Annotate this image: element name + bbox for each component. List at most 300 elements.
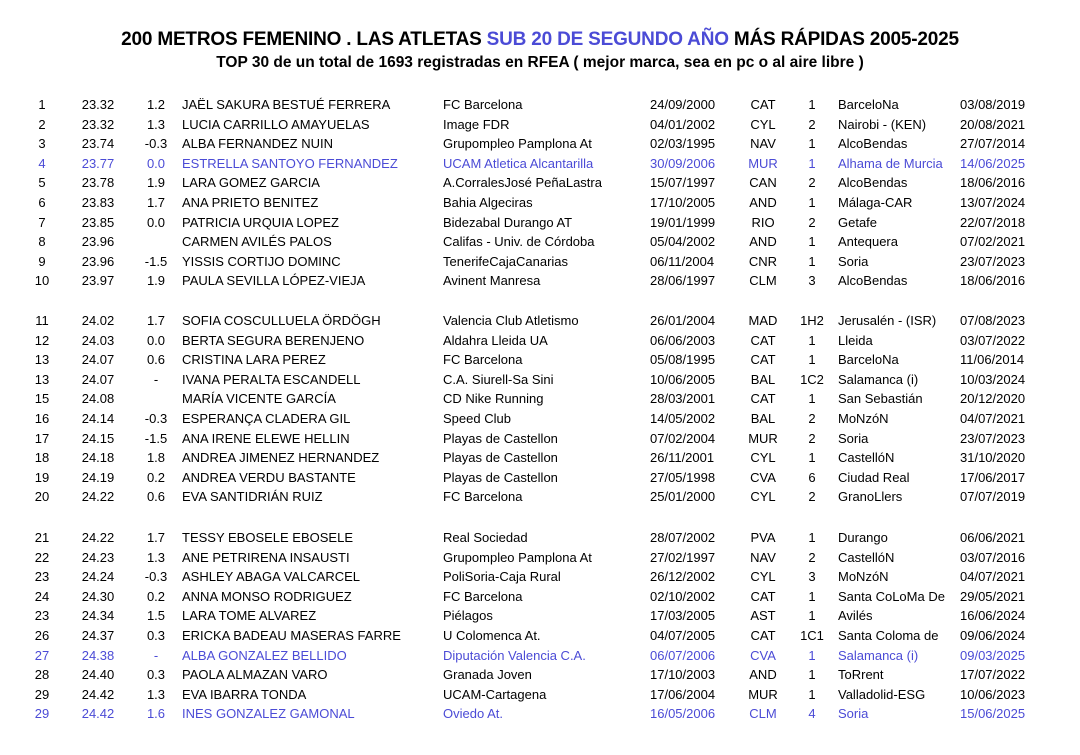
cell-venue: ToRrent bbox=[838, 667, 884, 683]
cell-club: FC Barcelona bbox=[443, 97, 523, 113]
cell-name: CRISTINA LARA PEREZ bbox=[182, 352, 326, 368]
table-row bbox=[0, 311, 1080, 331]
cell-name: ANA PRIETO BENITEZ bbox=[182, 194, 319, 210]
cell-date: 18/06/2016 bbox=[960, 175, 1026, 191]
cell-pos: 29 bbox=[34, 686, 50, 702]
table-row bbox=[0, 409, 1080, 429]
title-prefix: 200 METROS FEMENINO . LAS ATLETAS bbox=[121, 29, 487, 50]
cell-dob: 06/06/2003 bbox=[650, 332, 716, 348]
cell-venue: Santa Coloma de bbox=[838, 628, 939, 643]
cell-club: Aldahra Lleida UA bbox=[443, 332, 548, 348]
cell-mark: 24.22 bbox=[81, 530, 115, 546]
cell-mark: 23.78 bbox=[81, 175, 115, 191]
cell-dob: 24/09/2000 bbox=[650, 97, 716, 113]
cell-mark: 23.32 bbox=[81, 97, 115, 113]
table-row bbox=[0, 448, 1080, 468]
cell-pos: 20 bbox=[34, 489, 50, 505]
cell-name: ASHLEY ABAGA VALCARCEL bbox=[182, 569, 360, 585]
cell-date: 07/08/2023 bbox=[960, 313, 1026, 329]
cell-region: CLM bbox=[749, 706, 777, 722]
cell-dob: 04/01/2002 bbox=[650, 116, 716, 132]
cell-name: LUCIA CARRILLO AMAYUELAS bbox=[182, 116, 370, 132]
cell-wind: 0.2 bbox=[146, 588, 166, 604]
cell-wind: 1.3 bbox=[146, 116, 166, 132]
table-row bbox=[0, 331, 1080, 351]
cell-club: Piélagos bbox=[443, 608, 493, 624]
table-row bbox=[0, 528, 1080, 548]
cell-place: 1 bbox=[808, 450, 816, 466]
table-row bbox=[0, 646, 1080, 666]
cell-venue: Nairobi - (KEN) bbox=[838, 116, 927, 132]
table-row bbox=[0, 134, 1080, 154]
cell-region: CAT bbox=[750, 352, 776, 368]
cell-pos: 29 bbox=[34, 706, 50, 722]
cell-mark: 23.85 bbox=[81, 214, 115, 230]
cell-venue: Avilés bbox=[838, 608, 873, 624]
table-row bbox=[0, 271, 1080, 291]
cell-place: 6 bbox=[808, 469, 816, 485]
cell-dob: 07/02/2004 bbox=[650, 430, 716, 446]
cell-club: Valencia Club Atletismo bbox=[443, 313, 579, 329]
cell-pos: 23 bbox=[34, 569, 50, 585]
cell-mark: 23.96 bbox=[81, 253, 115, 269]
cell-venue: CastellóN bbox=[838, 450, 895, 466]
cell-place: 1 bbox=[808, 234, 816, 249]
cell-name: TESSY EBOSELE EBOSELE bbox=[182, 530, 354, 546]
cell-name: MARÍA VICENTE GARCÍA bbox=[182, 391, 336, 407]
cell-mark: 24.37 bbox=[81, 628, 115, 643]
cell-club: Playas de Castellon bbox=[443, 469, 558, 485]
cell-venue: Santa CoLoMa De bbox=[838, 588, 945, 604]
cell-name: ANE PETRIRENA INSAUSTI bbox=[182, 549, 350, 565]
cell-date: 07/02/2021 bbox=[960, 234, 1026, 249]
cell-venue: Ciudad Real bbox=[838, 469, 910, 485]
cell-region: AST bbox=[750, 608, 776, 624]
cell-wind: 0.6 bbox=[146, 352, 166, 368]
cell-wind: 1.9 bbox=[146, 175, 166, 191]
cell-wind: 1.7 bbox=[146, 530, 166, 546]
cell-region: CAN bbox=[749, 175, 777, 191]
cell-pos: 12 bbox=[34, 332, 50, 348]
cell-club: Grupompleo Pamplona At bbox=[443, 549, 592, 565]
cell-venue: Lleida bbox=[838, 332, 873, 348]
cell-dob: 28/06/1997 bbox=[650, 273, 716, 289]
cell-pos: 10 bbox=[34, 273, 50, 289]
table-row bbox=[0, 665, 1080, 685]
cell-mark: 23.77 bbox=[81, 155, 115, 171]
cell-place: 2 bbox=[808, 489, 816, 505]
cell-venue: Málaga-CAR bbox=[838, 194, 913, 210]
cell-name: ALBA FERNANDEZ NUIN bbox=[182, 136, 333, 152]
cell-region: CVA bbox=[750, 647, 776, 663]
cell-club: Granada Joven bbox=[443, 667, 532, 683]
cell-venue: GranoLlers bbox=[838, 489, 903, 505]
cell-pos: 15 bbox=[34, 391, 50, 407]
cell-place: 2 bbox=[808, 549, 816, 565]
cell-venue: Soria bbox=[838, 253, 869, 269]
cell-region: MUR bbox=[748, 430, 778, 446]
cell-pos: 23 bbox=[34, 608, 50, 624]
cell-club: UCAM Atletica Alcantarilla bbox=[443, 155, 594, 171]
cell-region: AND bbox=[749, 194, 777, 210]
cell-name: ANDREA VERDU BASTANTE bbox=[182, 469, 356, 485]
cell-place: 1 bbox=[808, 608, 816, 624]
cell-club: A.CorralesJosé PeñaLastra bbox=[443, 175, 602, 191]
cell-region: CLM bbox=[749, 273, 777, 289]
cell-name: EVA IBARRA TONDA bbox=[182, 686, 307, 702]
cell-pos: 8 bbox=[38, 234, 46, 249]
cell-dob: 17/03/2005 bbox=[650, 608, 716, 624]
cell-region: CAT bbox=[750, 628, 776, 643]
cell-venue: MoNzóN bbox=[838, 569, 889, 585]
cell-place: 1 bbox=[808, 194, 816, 210]
table-row bbox=[0, 626, 1080, 646]
cell-place: 1 bbox=[808, 253, 816, 269]
cell-name: PATRICIA URQUIA LOPEZ bbox=[182, 214, 339, 230]
cell-region: BAL bbox=[750, 410, 776, 426]
cell-club: U Colomenca At. bbox=[443, 628, 541, 643]
cell-date: 03/07/2022 bbox=[960, 332, 1026, 348]
cell-wind: 0.0 bbox=[146, 214, 166, 230]
cell-venue: BarceloNa bbox=[838, 97, 899, 113]
cell-venue: Alhama de Murcia bbox=[838, 155, 943, 171]
cell-wind: 1.8 bbox=[146, 450, 166, 466]
cell-name: CARMEN AVILÉS PALOS bbox=[182, 234, 332, 249]
cell-region: CAT bbox=[750, 391, 776, 407]
cell-mark: 24.02 bbox=[81, 313, 115, 329]
cell-region: MUR bbox=[748, 155, 778, 171]
cell-club: FC Barcelona bbox=[443, 352, 523, 368]
cell-club: Image FDR bbox=[443, 116, 510, 132]
cell-wind: 0.2 bbox=[146, 469, 166, 485]
cell-venue: Antequera bbox=[838, 234, 898, 249]
title-suffix: MÁS RÁPIDAS 2005-2025 bbox=[728, 29, 959, 50]
cell-venue: AlcoBendas bbox=[838, 273, 908, 289]
cell-date: 29/05/2021 bbox=[960, 588, 1026, 604]
table-row bbox=[0, 468, 1080, 488]
cell-wind: 0.3 bbox=[146, 628, 166, 643]
table-row bbox=[0, 232, 1080, 252]
cell-pos: 4 bbox=[38, 155, 46, 171]
table-row bbox=[0, 429, 1080, 449]
cell-dob: 02/03/1995 bbox=[650, 136, 716, 152]
cell-date: 03/08/2019 bbox=[960, 97, 1026, 113]
cell-mark: 23.83 bbox=[81, 194, 115, 210]
table-row bbox=[0, 173, 1080, 193]
cell-club: CD Nike Running bbox=[443, 391, 544, 407]
cell-place: 1C1 bbox=[800, 628, 824, 643]
cell-date: 15/06/2025 bbox=[960, 706, 1026, 722]
cell-name: BERTA SEGURA BERENJENO bbox=[182, 332, 365, 348]
cell-dob: 30/09/2006 bbox=[650, 155, 716, 171]
cell-dob: 05/04/2002 bbox=[650, 234, 716, 249]
cell-name: LARA TOME ALVAREZ bbox=[182, 608, 317, 624]
cell-club: FC Barcelona bbox=[443, 489, 523, 505]
cell-pos: 13 bbox=[34, 352, 50, 368]
cell-region: CNR bbox=[748, 253, 778, 269]
cell-dob: 17/06/2004 bbox=[650, 686, 716, 702]
table-row bbox=[0, 252, 1080, 272]
cell-club: Avinent Manresa bbox=[443, 273, 541, 289]
cell-pos: 28 bbox=[34, 667, 50, 683]
cell-mark: 24.24 bbox=[81, 569, 115, 585]
table-row bbox=[0, 193, 1080, 213]
cell-venue: MoNzóN bbox=[838, 410, 889, 426]
cell-date: 10/03/2024 bbox=[960, 371, 1026, 387]
cell-dob: 27/05/1998 bbox=[650, 469, 716, 485]
cell-mark: 24.30 bbox=[81, 588, 115, 604]
cell-pos: 7 bbox=[38, 214, 46, 230]
cell-dob: 04/07/2005 bbox=[650, 628, 716, 643]
cell-place: 3 bbox=[808, 273, 816, 289]
cell-name: ESPERANÇA CLADERA GIL bbox=[182, 410, 351, 426]
table-row bbox=[0, 487, 1080, 507]
cell-wind: 1.7 bbox=[146, 313, 166, 329]
cell-region: CYL bbox=[750, 450, 776, 466]
cell-region: CYL bbox=[750, 116, 776, 132]
cell-club: Califas - Univ. de Córdoba bbox=[443, 234, 595, 249]
cell-dob: 15/07/1997 bbox=[650, 175, 716, 191]
cell-pos: 27 bbox=[34, 647, 50, 663]
table-row bbox=[0, 704, 1080, 724]
cell-place: 2 bbox=[808, 430, 816, 446]
cell-pos: 3 bbox=[38, 136, 46, 152]
cell-dob: 16/05/2006 bbox=[650, 706, 716, 722]
cell-place: 4 bbox=[808, 706, 816, 722]
cell-wind: -1.5 bbox=[144, 253, 168, 269]
cell-dob: 27/02/1997 bbox=[650, 549, 716, 565]
cell-date: 27/07/2014 bbox=[960, 136, 1026, 152]
cell-date: 22/07/2018 bbox=[960, 214, 1026, 230]
cell-mark: 23.96 bbox=[81, 234, 115, 249]
cell-pos: 24 bbox=[34, 588, 50, 604]
cell-date: 04/07/2021 bbox=[960, 410, 1026, 426]
cell-club: Oviedo At. bbox=[443, 706, 503, 722]
cell-club: TenerifeCajaCanarias bbox=[443, 253, 569, 269]
cell-venue: Valladolid-ESG bbox=[838, 686, 926, 702]
cell-wind: 1.9 bbox=[146, 273, 166, 289]
page-subtitle: TOP 30 de un total de 1693 registradas en RFEA ( mejor marca, sea en pc o al aire libre ) bbox=[216, 54, 864, 71]
cell-pos: 11 bbox=[35, 313, 49, 329]
cell-dob: 26/12/2002 bbox=[650, 569, 716, 585]
cell-name: JAËL SAKURA BESTUÉ FERRERA bbox=[182, 97, 391, 113]
cell-mark: 24.14 bbox=[81, 410, 115, 426]
cell-club: Bidezabal Durango AT bbox=[443, 214, 573, 230]
table-row bbox=[0, 370, 1080, 390]
cell-pos: 18 bbox=[34, 450, 50, 466]
cell-club: Grupompleo Pamplona At bbox=[443, 136, 592, 152]
table-row bbox=[0, 567, 1080, 587]
cell-club: Real Sociedad bbox=[443, 530, 528, 546]
cell-dob: 02/10/2002 bbox=[650, 588, 716, 604]
cell-name: ERICKA BADEAU MASERAS FARRE bbox=[182, 628, 401, 643]
title-accent: SUB 20 DE SEGUNDO AÑO bbox=[486, 29, 729, 50]
cell-place: 1 bbox=[808, 588, 816, 604]
cell-date: 03/07/2016 bbox=[960, 549, 1026, 565]
cell-name: ANNA MONSO RODRIGUEZ bbox=[182, 588, 352, 604]
cell-name: INES GONZALEZ GAMONAL bbox=[182, 706, 355, 722]
cell-place: 1 bbox=[808, 686, 816, 702]
table-row bbox=[0, 587, 1080, 607]
table-row bbox=[0, 685, 1080, 705]
cell-place: 3 bbox=[808, 569, 816, 585]
table-row bbox=[0, 350, 1080, 370]
cell-pos: 26 bbox=[34, 628, 50, 643]
cell-place: 1 bbox=[808, 391, 816, 407]
cell-date: 20/12/2020 bbox=[960, 391, 1026, 407]
cell-date: 09/03/2025 bbox=[960, 647, 1026, 663]
cell-pos: 1 bbox=[38, 97, 46, 113]
table-row bbox=[0, 95, 1080, 115]
cell-wind: 0.0 bbox=[146, 332, 166, 348]
cell-dob: 06/07/2006 bbox=[650, 647, 716, 663]
cell-mark: 24.40 bbox=[81, 667, 115, 683]
cell-mark: 23.97 bbox=[81, 273, 115, 289]
cell-pos: 5 bbox=[38, 175, 46, 191]
cell-pos: 19 bbox=[34, 469, 50, 485]
cell-club: Playas de Castellon bbox=[443, 450, 558, 466]
table-row bbox=[0, 389, 1080, 409]
cell-mark: 24.42 bbox=[81, 706, 115, 722]
cell-wind: -0.3 bbox=[144, 136, 168, 152]
cell-region: MUR bbox=[748, 686, 778, 702]
cell-wind: 1.3 bbox=[146, 549, 166, 565]
cell-venue: Getafe bbox=[838, 214, 878, 230]
cell-region: CAT bbox=[750, 588, 776, 604]
cell-venue: Salamanca (i) bbox=[838, 371, 919, 387]
cell-place: 1H2 bbox=[800, 313, 824, 329]
cell-place: 1 bbox=[808, 530, 816, 546]
cell-date: 04/07/2021 bbox=[960, 569, 1026, 585]
cell-name: IVANA PERALTA ESCANDELL bbox=[182, 371, 361, 387]
cell-wind: -0.3 bbox=[144, 410, 168, 426]
cell-mark: 24.18 bbox=[81, 450, 115, 466]
cell-place: 1 bbox=[808, 667, 816, 683]
cell-mark: 24.34 bbox=[81, 608, 115, 624]
cell-venue: BarceloNa bbox=[838, 352, 899, 368]
cell-dob: 10/06/2005 bbox=[650, 371, 716, 387]
cell-place: 1 bbox=[808, 332, 816, 348]
cell-region: CVA bbox=[750, 469, 776, 485]
cell-wind: -1.5 bbox=[144, 430, 168, 446]
cell-date: 14/06/2025 bbox=[960, 155, 1026, 171]
cell-wind: 0.3 bbox=[146, 667, 166, 683]
cell-mark: 24.22 bbox=[81, 489, 115, 505]
cell-mark: 24.23 bbox=[81, 549, 115, 565]
cell-venue: Durango bbox=[838, 530, 888, 546]
cell-region: PVA bbox=[750, 530, 776, 546]
cell-region: CAT bbox=[750, 332, 776, 348]
cell-date: 10/06/2023 bbox=[960, 686, 1026, 702]
cell-region: AND bbox=[749, 234, 777, 249]
cell-name: ANA IRENE ELEWE HELLIN bbox=[182, 430, 350, 446]
cell-date: 23/07/2023 bbox=[960, 430, 1026, 446]
cell-wind: - bbox=[153, 371, 159, 387]
table-row bbox=[0, 115, 1080, 135]
cell-wind: 0.0 bbox=[146, 155, 166, 171]
cell-date: 09/06/2024 bbox=[960, 628, 1026, 643]
cell-date: 23/07/2023 bbox=[960, 253, 1026, 269]
cell-club: Diputación Valencia C.A. bbox=[443, 647, 586, 663]
table-row bbox=[0, 213, 1080, 233]
cell-mark: 24.07 bbox=[81, 371, 115, 387]
cell-wind: 0.6 bbox=[146, 489, 166, 505]
cell-dob: 26/11/2001 bbox=[650, 450, 715, 466]
cell-date: 07/07/2019 bbox=[960, 489, 1026, 505]
cell-wind: 1.5 bbox=[146, 608, 166, 624]
cell-wind: 1.6 bbox=[146, 706, 166, 722]
cell-dob: 06/11/2004 bbox=[650, 253, 715, 269]
cell-mark: 23.32 bbox=[81, 116, 115, 132]
cell-place: 1 bbox=[808, 647, 816, 663]
cell-wind: 1.3 bbox=[146, 686, 166, 702]
cell-place: 1 bbox=[808, 97, 816, 113]
cell-region: CYL bbox=[750, 489, 776, 505]
cell-wind: -0.3 bbox=[144, 569, 168, 585]
cell-venue: Soria bbox=[838, 430, 869, 446]
cell-name: LARA GOMEZ GARCIA bbox=[182, 175, 320, 191]
cell-region: RIO bbox=[751, 214, 775, 230]
cell-club: Speed Club bbox=[443, 410, 511, 426]
cell-venue: San Sebastián bbox=[838, 391, 923, 407]
table-row bbox=[0, 606, 1080, 626]
cell-dob: 28/07/2002 bbox=[650, 530, 716, 546]
cell-venue: AlcoBendas bbox=[838, 175, 908, 191]
cell-region: CAT bbox=[750, 97, 776, 113]
cell-date: 20/08/2021 bbox=[960, 116, 1026, 132]
cell-club: Bahia Algeciras bbox=[443, 194, 533, 210]
cell-pos: 22 bbox=[34, 549, 50, 565]
cell-venue: Salamanca (i) bbox=[838, 647, 919, 663]
cell-date: 06/06/2021 bbox=[960, 530, 1026, 546]
cell-name: ESTRELLA SANTOYO FERNANDEZ bbox=[182, 155, 398, 171]
cell-region: NAV bbox=[750, 136, 776, 152]
cell-region: NAV bbox=[750, 549, 776, 565]
cell-pos: 6 bbox=[38, 194, 46, 210]
cell-dob: 19/01/1999 bbox=[650, 214, 716, 230]
cell-mark: 24.15 bbox=[81, 430, 115, 446]
cell-pos: 2 bbox=[38, 116, 46, 132]
cell-mark: 24.19 bbox=[81, 469, 115, 485]
cell-dob: 26/01/2004 bbox=[650, 313, 716, 329]
cell-venue: AlcoBendas bbox=[838, 136, 908, 152]
cell-wind: 1.2 bbox=[146, 97, 166, 113]
cell-place: 2 bbox=[808, 214, 816, 230]
cell-venue: Soria bbox=[838, 706, 869, 722]
cell-pos: 21 bbox=[34, 530, 50, 546]
cell-wind: - bbox=[153, 647, 159, 663]
cell-date: 31/10/2020 bbox=[960, 450, 1026, 466]
cell-name: ALBA GONZALEZ BELLIDO bbox=[182, 647, 347, 663]
cell-pos: 17 bbox=[34, 430, 50, 446]
cell-place: 2 bbox=[808, 410, 816, 426]
cell-venue: Jerusalén - (ISR) bbox=[838, 313, 937, 329]
cell-region: BAL bbox=[750, 371, 776, 387]
cell-mark: 24.03 bbox=[81, 332, 115, 348]
cell-place: 1 bbox=[808, 155, 816, 171]
cell-date: 18/06/2016 bbox=[960, 273, 1026, 289]
cell-name: EVA SANTIDRIÁN RUIZ bbox=[182, 489, 323, 505]
cell-dob: 17/10/2003 bbox=[650, 667, 716, 683]
cell-wind: 1.7 bbox=[146, 194, 166, 210]
cell-dob: 28/03/2001 bbox=[650, 391, 716, 407]
cell-name: PAOLA ALMAZAN VARO bbox=[182, 667, 328, 683]
cell-name: PAULA SEVILLA LÓPEZ-VIEJA bbox=[182, 273, 366, 289]
cell-date: 17/06/2017 bbox=[960, 469, 1026, 485]
cell-place: 1C2 bbox=[800, 371, 824, 387]
cell-mark: 24.38 bbox=[81, 647, 115, 663]
cell-dob: 17/10/2005 bbox=[650, 194, 716, 210]
